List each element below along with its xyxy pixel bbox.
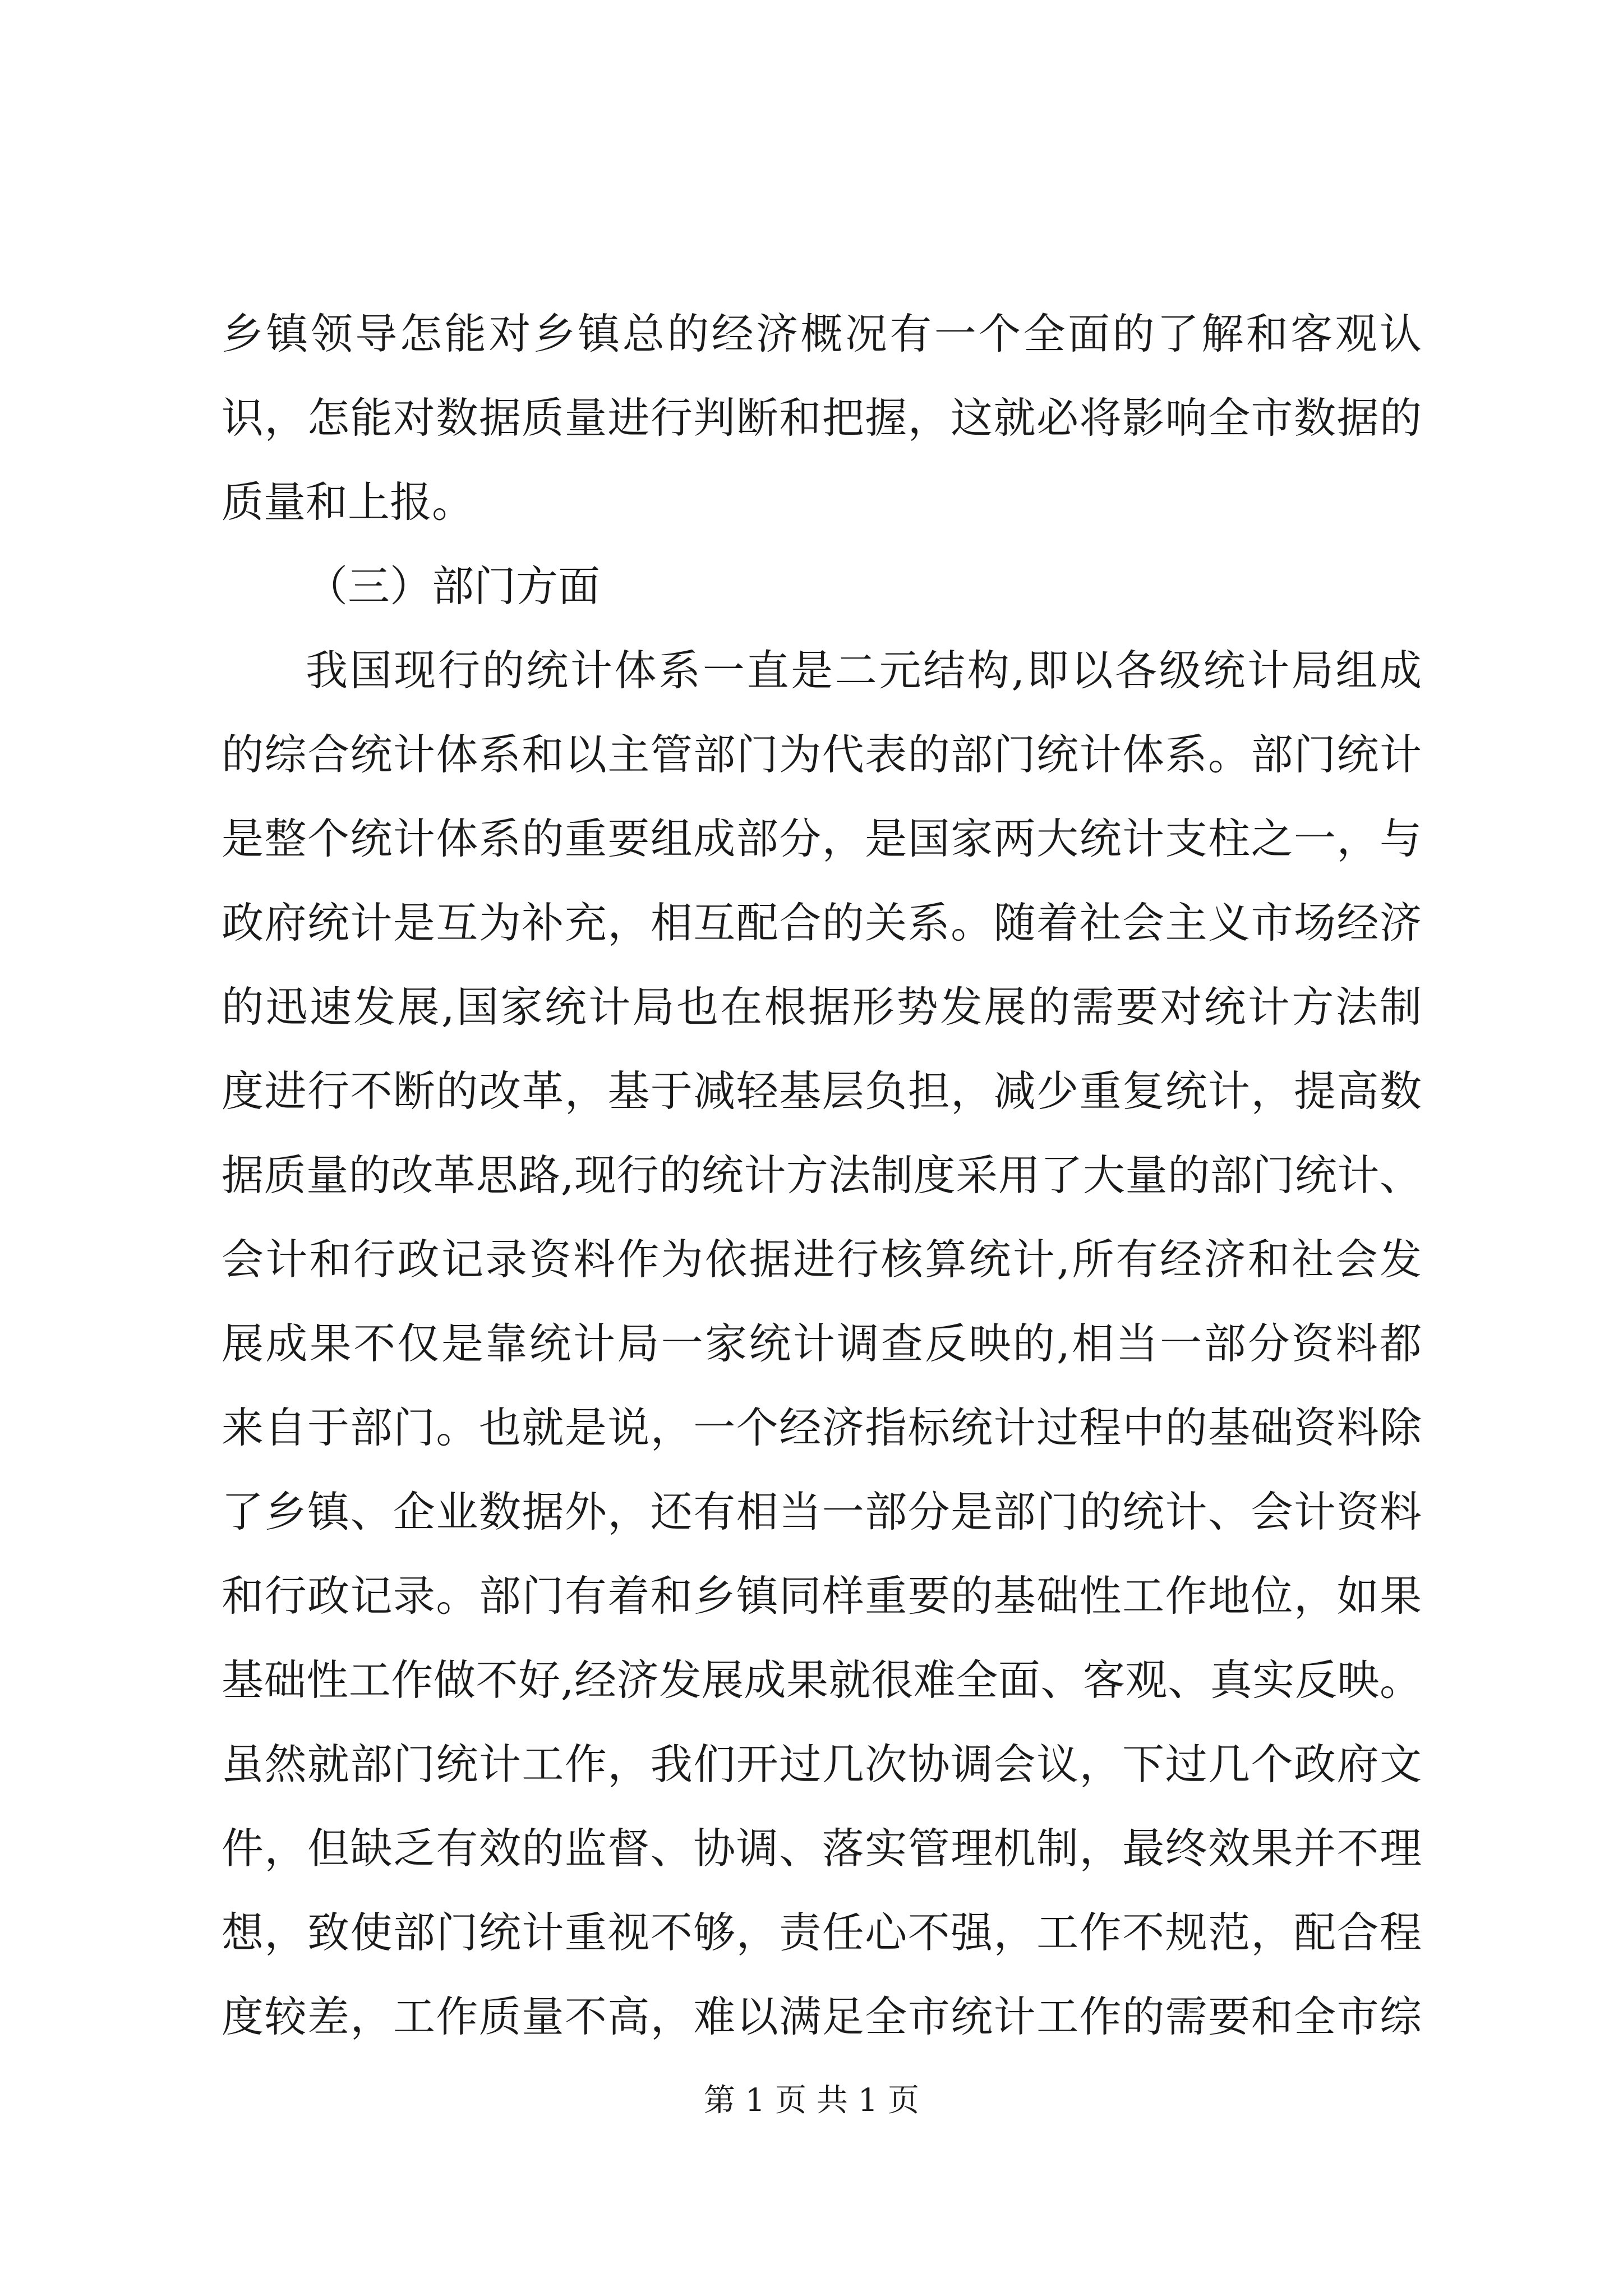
text-line: 和行政记录。部门有着和乡镇同样重要的基础性工作地位，如果 [222, 1571, 1422, 1621]
text-line: 件，但缺乏有效的监督、协调、落实管理机制，最终效果并不理 [222, 1824, 1422, 1873]
text-line: 展成果不仅是靠统计局一家统计调查反映的,相当一部分资料都 [222, 1319, 1422, 1368]
section-heading: （三）部门方面 [306, 562, 601, 611]
text-line: 来自于部门。也就是说，一个经济指标统计过程中的基础资料除 [222, 1403, 1422, 1452]
text-line: 度进行不断的改革，基于减轻基层负担，减少重复统计，提高数 [222, 1066, 1422, 1116]
body-text [222, 292, 1422, 2059]
text-line: 乡镇领导怎能对乡镇总的经济概况有一个全面的了解和客观认 [222, 309, 1422, 358]
text-line: 想，致使部门统计重视不够，责任心不强，工作不规范，配合程 [222, 1908, 1422, 1957]
text-line: 的综合统计体系和以主管部门为代表的部门统计体系。部门统计 [222, 730, 1422, 779]
page-number-footer: 第 1 页 共 1 页 [703, 2082, 920, 2119]
text-line: 质量和上报。 [222, 477, 474, 527]
text-line: 政府统计是互为补充，相互配合的关系。随着社会主义市场经济 [222, 898, 1422, 947]
text-line: 的迅速发展,国家统计局也在根据形势发展的需要对统计方法制 [222, 982, 1422, 1032]
text-line: 度较差，工作质量不高，难以满足全市统计工作的需要和全市综 [222, 1992, 1422, 2041]
text-line: 了乡镇、企业数据外，还有相当一部分是部门的统计、会计资料 [222, 1487, 1422, 1536]
text-line: 是整个统计体系的重要组成部分，是国家两大统计支柱之一，与 [222, 814, 1422, 863]
text-line: 识，怎能对数据质量进行判断和把握，这就必将影响全市数据的 [222, 393, 1422, 443]
text-line: 我国现行的统计体系一直是二元结构,即以各级统计局组成 [306, 646, 1422, 695]
text-line: 会计和行政记录资料作为依据进行核算统计,所有经济和社会发 [222, 1235, 1422, 1284]
text-line: 基础性工作做不好,经济发展成果就很难全面、客观、真实反映。 [222, 1655, 1422, 1705]
text-line: 据质量的改革思路,现行的统计方法制度采用了大量的部门统计、 [222, 1151, 1422, 1200]
text-line: 虽然就部门统计工作，我们开过几次协调会议，下过几个政府文 [222, 1740, 1422, 1789]
